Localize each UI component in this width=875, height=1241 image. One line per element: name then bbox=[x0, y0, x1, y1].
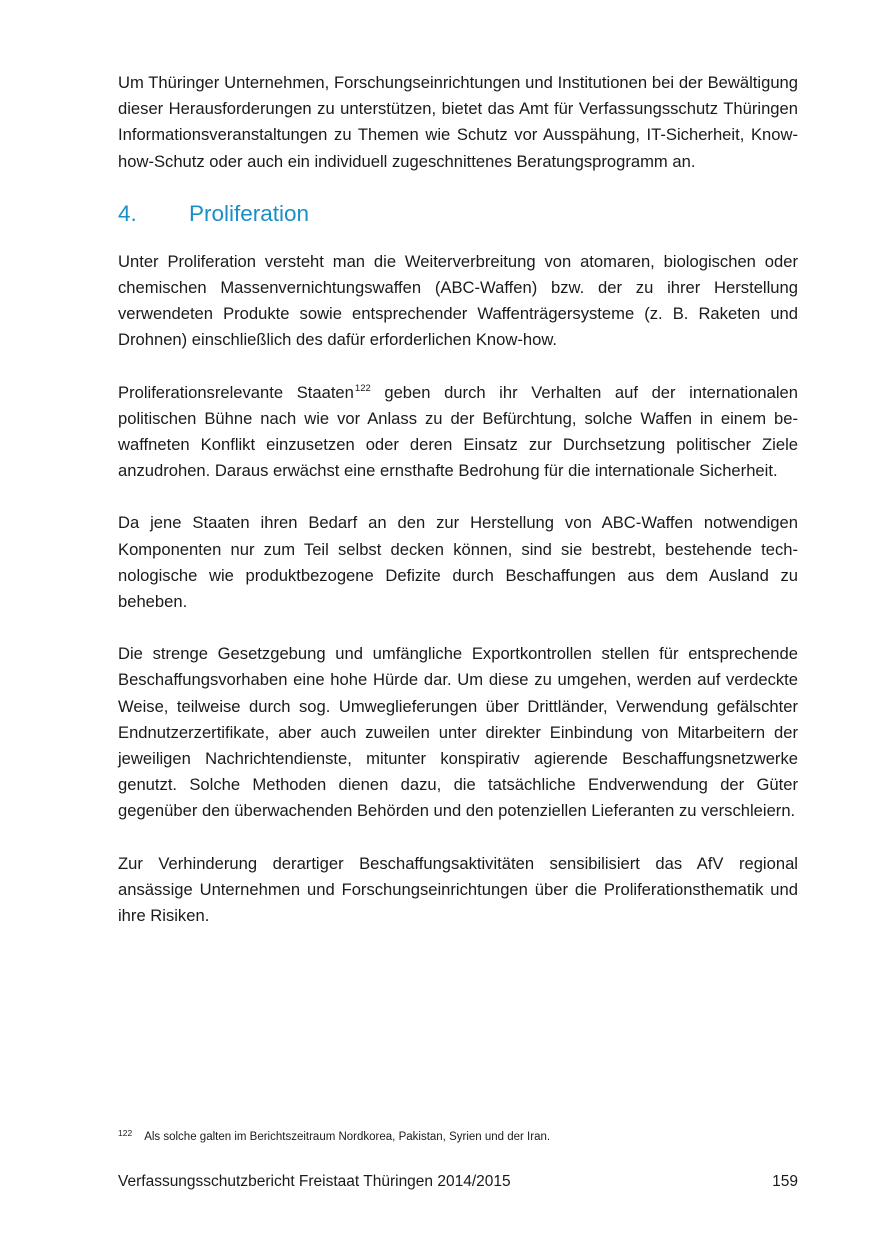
section-heading bbox=[118, 199, 798, 229]
footnote-number: 122 bbox=[118, 1128, 133, 1138]
paragraph-2-rest: geben durch ihr Verhalten auf der internationalen politischen Bühne nach wie vor Anlass zu der Befürchtung, solche Waffen in einem bewaffneten Konflikt einzusetzen oder deren Einsatz zur Durchsetzung politischer Ziele anzudrohen. Daraus erwächst eine ernsthafte Bedrohung für die internationale Sicherheit. bbox=[118, 382, 798, 481]
section-title: Proliferation bbox=[189, 200, 310, 226]
proliferation-paragraph-1: Unter Proliferation versteht man die Weiterverbreitung von atomaren, biologischen oder chemischen Massenvernichtungswaffen (ABC-Waffen) bzw. der zu ihrer Herstellung verwendeten Produkte sowie entsprechender Waffenträgersysteme (z. B. Raketen und Drohnen) einschließlich des dafür erforderlichen Know-how. bbox=[118, 251, 798, 350]
intro-paragraph: Um Thüringer Unternehmen, Forschungseinrichtungen und Institutionen bei der Bewältigung dieser Herausforderungen zu unterstützen, bietet das Amt für Verfassungsschutz Thüringen Informationsveranstaltungen zu Themen wie Schutz vor Ausspähung, IT-Sicherheit, Know-how-Schutz oder auch ein individuell zugeschnittenes Beratungsprogramm an. bbox=[118, 73, 798, 171]
footnote-text: Als solche galten im Berichtszeitraum Nordkorea, Pakistan, Syrien und der Iran. bbox=[144, 1131, 551, 1143]
footnote-reference[interactable]: 122 bbox=[354, 382, 371, 394]
proliferation-paragraph-5: Zur Verhinderung derartiger Beschaffungsaktivitäten sensibilisiert das AfV regional ansässige Unternehmen und Forschungseinrichtungen über die Proliferationsthematik und ihre Risiken. bbox=[118, 853, 798, 926]
proliferation-paragraph-4: Die strenge Gesetzgebung und umfängliche Exportkontrollen stellen für entsprechende Beschaffungsvorhaben eine hohe Hürde dar. Um diese zu umgehen, werden auf verdeckte Weise, teilweise durch sog. Umweglieferungen über Drittländer, Verwendung gefälschter Endnutzerzertifikate, aber auch zuweilen unter direkter Einbindung von Mitarbeitern der jeweiligen Nachrichtendienste, mitunter konspirativ agierende Beschaffungsnetzwerke genutzt. Solche Methoden dienen dazu, die tatsächliche Endverwendung der Güter gegenüber den überwachenden Behörden und den potenziellen Lieferanten zu verschleiern. bbox=[118, 644, 798, 821]
page-number: 159 bbox=[772, 1173, 798, 1190]
footer-publication-title: Verfassungsschutzbericht Freistaat Thüringen 2014/2015 bbox=[118, 1173, 511, 1190]
proliferation-paragraph-3: Da jene Staaten ihren Bedarf an den zur Herstellung von ABC-Waffen notwendigen Komponenten nur zum Teil selbst decken können, sind sie bestrebt, bestehende technologische wie produktbezogene Defizite durch Beschaffungen aus dem Ausland zu beheben. bbox=[118, 513, 798, 612]
section-number: 4. bbox=[118, 200, 137, 226]
page-body bbox=[118, 70, 798, 929]
footnote bbox=[118, 1125, 798, 1145]
paragraph-2-start: Proliferationsrelevante Staaten bbox=[118, 382, 354, 402]
page-footer bbox=[118, 1171, 798, 1193]
proliferation-paragraph-2 bbox=[118, 380, 798, 485]
